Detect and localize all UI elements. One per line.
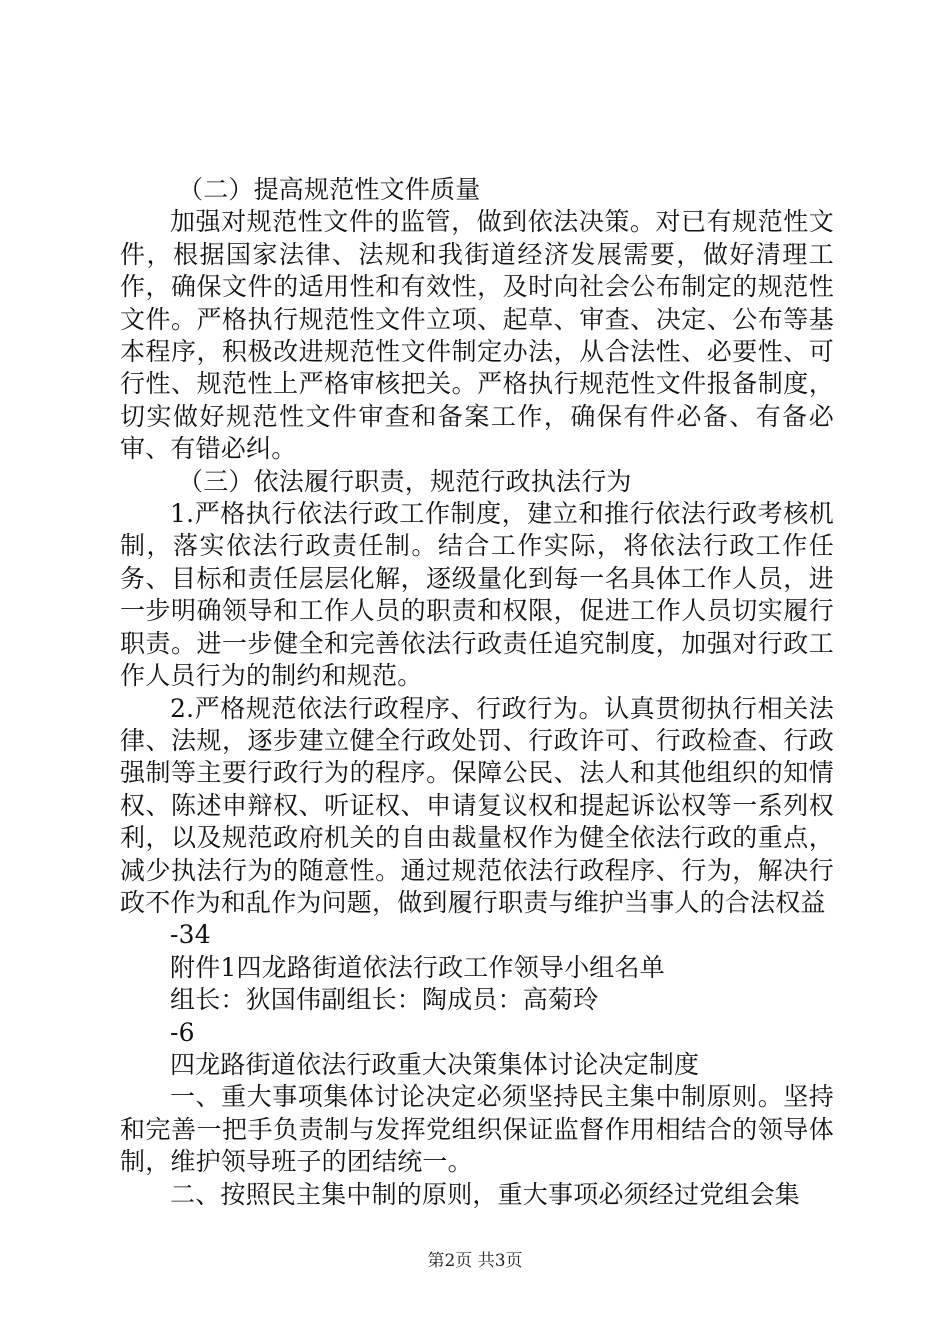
paragraph-normative-documents: 加强对规范性文件的监管，做到依法决策。对已有规范性文件，根据国家法律、法规和我街道经济发展需要，做好清理工作，确保文件的适用性和有效性，及时向社会公布制定的规范性文件。严格执行规范性文件立项、起草、审查、决定、公布等基本程序，积极改进规范性文件制定办法，从合法性、必要性、可行性、规范性上严格审核把关。严格执行规范性文件报备制度，切实做好规范性文件审查和备案工作，确保有件必备、有备必审、有错必纠。 bbox=[120, 207, 834, 464]
page-marker-34: -34 bbox=[170, 920, 211, 950]
regulation-title: 四龙路街道依法行政重大决策集体讨论决定制度 bbox=[170, 1049, 700, 1079]
attachment-title: 附件1四龙路街道依法行政工作领导小组名单 bbox=[170, 952, 665, 982]
regulation-clause-2: 二、按照民主集中制的原则，重大事项必须经过党组会集 bbox=[170, 1179, 801, 1209]
page-marker-6: -6 bbox=[170, 1017, 195, 1047]
document-body bbox=[120, 174, 834, 1211]
section-heading-3: （三）依法履行职责，规范行政执法行为 bbox=[178, 466, 632, 496]
page-footer: 第2页 共3页 bbox=[427, 1251, 523, 1271]
regulation-clause-1: 一、重大事项集体讨论决定必须坚持民主集中制原则。坚持和完善一把手负责制与发挥党组织保证监督作用相结合的领导体制，维护领导班子的团结统一。 bbox=[120, 1082, 834, 1177]
section-heading-2: （二）提高规范性文件质量 bbox=[178, 175, 481, 204]
paragraph-item-2: 2.严格规范依法行政程序、行政行为。认真贯彻执行相关法律、法规，逐步建立健全行政处罚、行政许可、行政检查、行政强制等主要行政行为的程序。保障公民、法人和其他组织的知情权、陈述申辩权、听证权、申请复议权和提起诉讼权等一系列权利，以及规范政府机关的自由裁量权作为健全依法行政的重点，减少执法行为的随意性。通过规范依法行政程序、行为，解决行政不作为和乱作为问题，做到履行职责与维护当事人的合法权益 bbox=[120, 693, 834, 917]
group-members: 组长：狄国伟副组长：陶成员：高菊玲 bbox=[170, 985, 599, 1015]
paragraph-item-1: 1.严格执行依法行政工作制度，建立和推行依法行政考核机制，落实依法行政责任制。结合工作实际，将依法行政工作任务、目标和责任层层化解，逐级量化到每一名具体工作人员，进一步明确领导和工作人员的职责和权限，促进工作人员切实履行职责。进一步健全和完善依法行政责任追究制度，加强对行政工作人员行为的制约和规范。 bbox=[120, 499, 834, 691]
